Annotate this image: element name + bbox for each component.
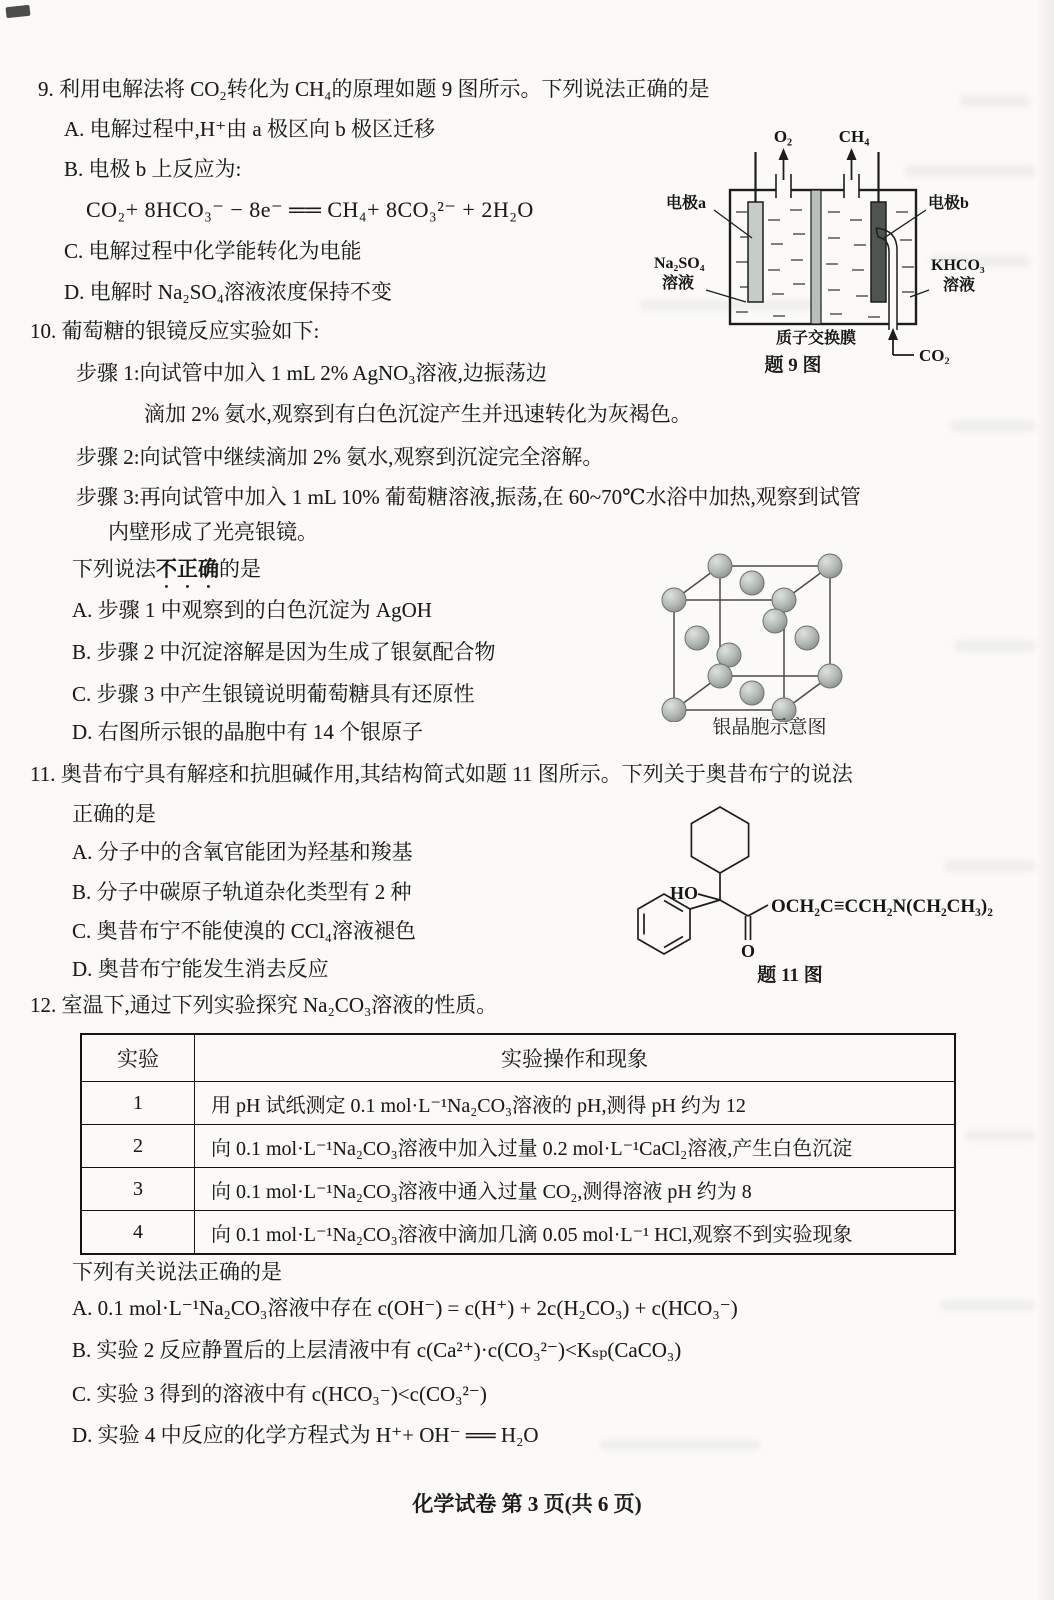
table-row [81, 1168, 955, 1211]
experiment-number: 4 [81, 1211, 195, 1255]
q9-option-d: D. 电解时 Na₂SO₄溶液浓度保持不变 [64, 280, 392, 304]
gas-label-co2-in: CO₂ [919, 346, 950, 364]
cyclohexane-ring [691, 807, 748, 873]
bleedthrough-artifact [600, 1440, 760, 1450]
electrode-b-pointer [884, 210, 926, 238]
proton-exchange-membrane [811, 190, 821, 324]
electrode-a-label: 电极a [666, 195, 707, 212]
q11-option-c: C. 奥昔布宁不能使溴的 CCl₄溶液褪色 [72, 919, 416, 943]
experiment-description: 用 pH 试纸测定 0.1 mol·L⁻¹Na₂CO₃溶液的 pH,测得 pH 约为 12 [195, 1082, 956, 1125]
q10-step2: 步骤 2:向试管中继续滴加 2% 氨水,观察到沉淀完全溶解。 [76, 445, 604, 469]
q10-step1b: 滴加 2% 氨水,观察到有白色沉淀产生并迅速转化为灰褐色。 [144, 402, 692, 426]
silver-atoms [662, 554, 842, 722]
experiment-table [80, 1033, 956, 1255]
bond-carbonyl-ochain [748, 905, 768, 916]
bleedthrough-artifact [955, 640, 1035, 652]
bond-ho-center [698, 894, 720, 900]
q12-option-d: D. 实验 4 中反应的化学方程式为 H⁺+ OH⁻ ══ H₂O [72, 1423, 539, 1447]
experiment-description: 向 0.1 mol·L⁻¹Na₂CO₃溶液中通入过量 CO₂,测得溶液 pH 约为 8 [195, 1168, 956, 1211]
q10-step3a: 步骤 3:再向试管中加入 1 mL 10% 葡萄糖溶液,振荡,在 60~70℃水浴中加热,观察到试管 [76, 485, 861, 509]
experiment-number: 3 [81, 1168, 195, 1211]
q11-option-a: A. 分子中的含氧官能团为羟基和羧基 [72, 840, 413, 864]
q10-option-b: B. 步骤 2 中沉淀溶解是因为生成了银氨配合物 [72, 640, 496, 664]
experiment-description: 向 0.1 mol·L⁻¹Na₂CO₃溶液中滴加几滴 0.05 mol·L⁻¹ HCl,观察不到实验现象 [195, 1211, 956, 1255]
q9-option-b: B. 电极 b 上反应为: [64, 157, 242, 181]
q12-stem: 12. 室温下,通过下列实验探究 Na₂CO₃溶液的性质。 [30, 993, 498, 1017]
experiment-number: 1 [81, 1082, 195, 1125]
q10-judge-line [72, 556, 261, 593]
carbonyl-oxygen-label: O [740, 941, 756, 960]
bleedthrough-artifact [965, 1130, 1035, 1141]
q10-option-d: D. 右图所示银的晶胞中有 14 个银原子 [72, 720, 424, 744]
electrode-a [748, 202, 763, 302]
q9-equation: CO₂+ 8HCO₃⁻ − 8e⁻ ══ CH₄+ 8CO₃²⁻ + 2H₂O [86, 197, 534, 222]
q10-option-a: A. 步骤 1 中观察到的白色沉淀为 AgOH [72, 598, 432, 622]
experiment-number: 2 [81, 1125, 195, 1168]
bleedthrough-artifact [940, 1300, 1035, 1311]
q12-option-a: A. 0.1 mol·L⁻¹Na₂CO₃溶液中存在 c(OH⁻) = c(H⁺) + 2c(H₂CO₃) + c(HCO₃⁻) [72, 1296, 738, 1320]
silver-unit-cell-figure [652, 550, 887, 722]
table-row [81, 1082, 955, 1125]
q12-option-c: C. 实验 3 得到的溶液中有 c(HCO₃⁻)<c(CO₃²⁻) [72, 1382, 487, 1406]
hydroxyl-label: HO [670, 883, 699, 903]
q10-stem: 10. 葡萄糖的银镜反应实验如下: [30, 319, 320, 343]
table-header-operation: 实验操作和现象 [195, 1034, 956, 1082]
q10-option-c: C. 步骤 3 中产生银镜说明葡萄糖具有还原性 [72, 682, 475, 706]
electrolysis-cell-figure [628, 112, 1040, 364]
q10-judge-emphasis: 不正确 [156, 557, 219, 581]
q9-option-c: C. 电解过程中化学能转化为电能 [64, 239, 362, 263]
q10-judge-suffix: 的是 [219, 557, 261, 581]
electrode-b [871, 202, 886, 302]
bleedthrough-artifact [960, 95, 1030, 107]
left-solution-pointer [706, 290, 746, 302]
benzene-double-bond [664, 937, 683, 948]
right-solution-label-2: 溶液 [943, 277, 976, 294]
electrode-b-label: 电极b [928, 195, 969, 212]
q9-option-a: A. 电解过程中,H⁺由 a 极区向 b 极区迁移 [64, 117, 435, 141]
membrane-label: 质子交换膜 [775, 330, 857, 347]
table-row [81, 1125, 955, 1168]
gas-label-ch4: CH₄ [838, 127, 870, 146]
q11-figure-caption: 题 11 图 [757, 965, 823, 986]
gas-arrow-ch4 [847, 148, 857, 180]
q11-stem-line2: 正确的是 [72, 802, 156, 826]
table-header-row [81, 1034, 955, 1082]
q9-stem: 9. 利用电解法将 CO₂转化为 CH₄的原理如题 9 图所示。下列说法正确的是 [38, 77, 710, 101]
right-solution-pointer [910, 290, 929, 297]
q9-figure-caption: 题 9 图 [764, 355, 822, 376]
q10-step1a: 步骤 1:向试管中加入 1 mL 2% AgNO₃溶液,边振荡边 [76, 361, 547, 385]
gas-arrow-o2 [779, 148, 789, 180]
q11-stem-line1: 11. 奥昔布宁具有解痉和抗胆碱作用,其结构简式如题 11 图所示。下列关于奥昔布宁的说法 [30, 762, 853, 786]
page-footer: 化学试卷 第 3 页(共 6 页) [412, 1492, 642, 1516]
q12-judge-line: 下列有关说法正确的是 [72, 1260, 282, 1284]
bleedthrough-artifact [950, 420, 1035, 432]
scan-ink-mark [5, 5, 30, 18]
outlet-gap-left [776, 186, 791, 194]
table-row [81, 1211, 955, 1255]
electrode-a-pointer [714, 210, 752, 238]
left-solution-label-1: Na₂SO₄ [654, 255, 705, 272]
table-header-experiment: 实验 [81, 1034, 195, 1082]
q10-figure-caption: 银晶胞示意图 [712, 717, 827, 738]
right-solution-label-1: KHCO₃ [931, 257, 985, 274]
q10-step3b: 内壁形成了光亮银镜。 [108, 520, 318, 544]
tube-wall-gap [889, 320, 897, 327]
experiment-description: 向 0.1 mol·L⁻¹Na₂CO₃溶液中加入过量 0.2 mol·L⁻¹CaCl₂溶液,产生白色沉淀 [195, 1125, 956, 1168]
q10-judge-prefix: 下列说法 [72, 557, 156, 581]
oxybutynin-structure-figure [620, 800, 1040, 960]
q11-option-b: B. 分子中碳原子轨道杂化类型有 2 种 [72, 880, 412, 904]
side-chain-formula: OCH₂C≡CCH₂N(CH₂CH₃)₂ [771, 896, 993, 917]
benzene-ring [638, 894, 690, 954]
outlet-gap-right [844, 186, 859, 194]
bond-center-carbonyl [720, 900, 748, 916]
gas-label-o2: O₂ [773, 127, 793, 146]
q12-option-b: B. 实验 2 反应静置后的上层清液中有 c(Ca²⁺)·c(CO₃²⁻)<Kₛₚ(CaCO₃) [72, 1338, 682, 1362]
left-solution-label-2: 溶液 [662, 275, 695, 292]
q11-option-d: D. 奥昔布宁能发生消去反应 [72, 957, 329, 981]
